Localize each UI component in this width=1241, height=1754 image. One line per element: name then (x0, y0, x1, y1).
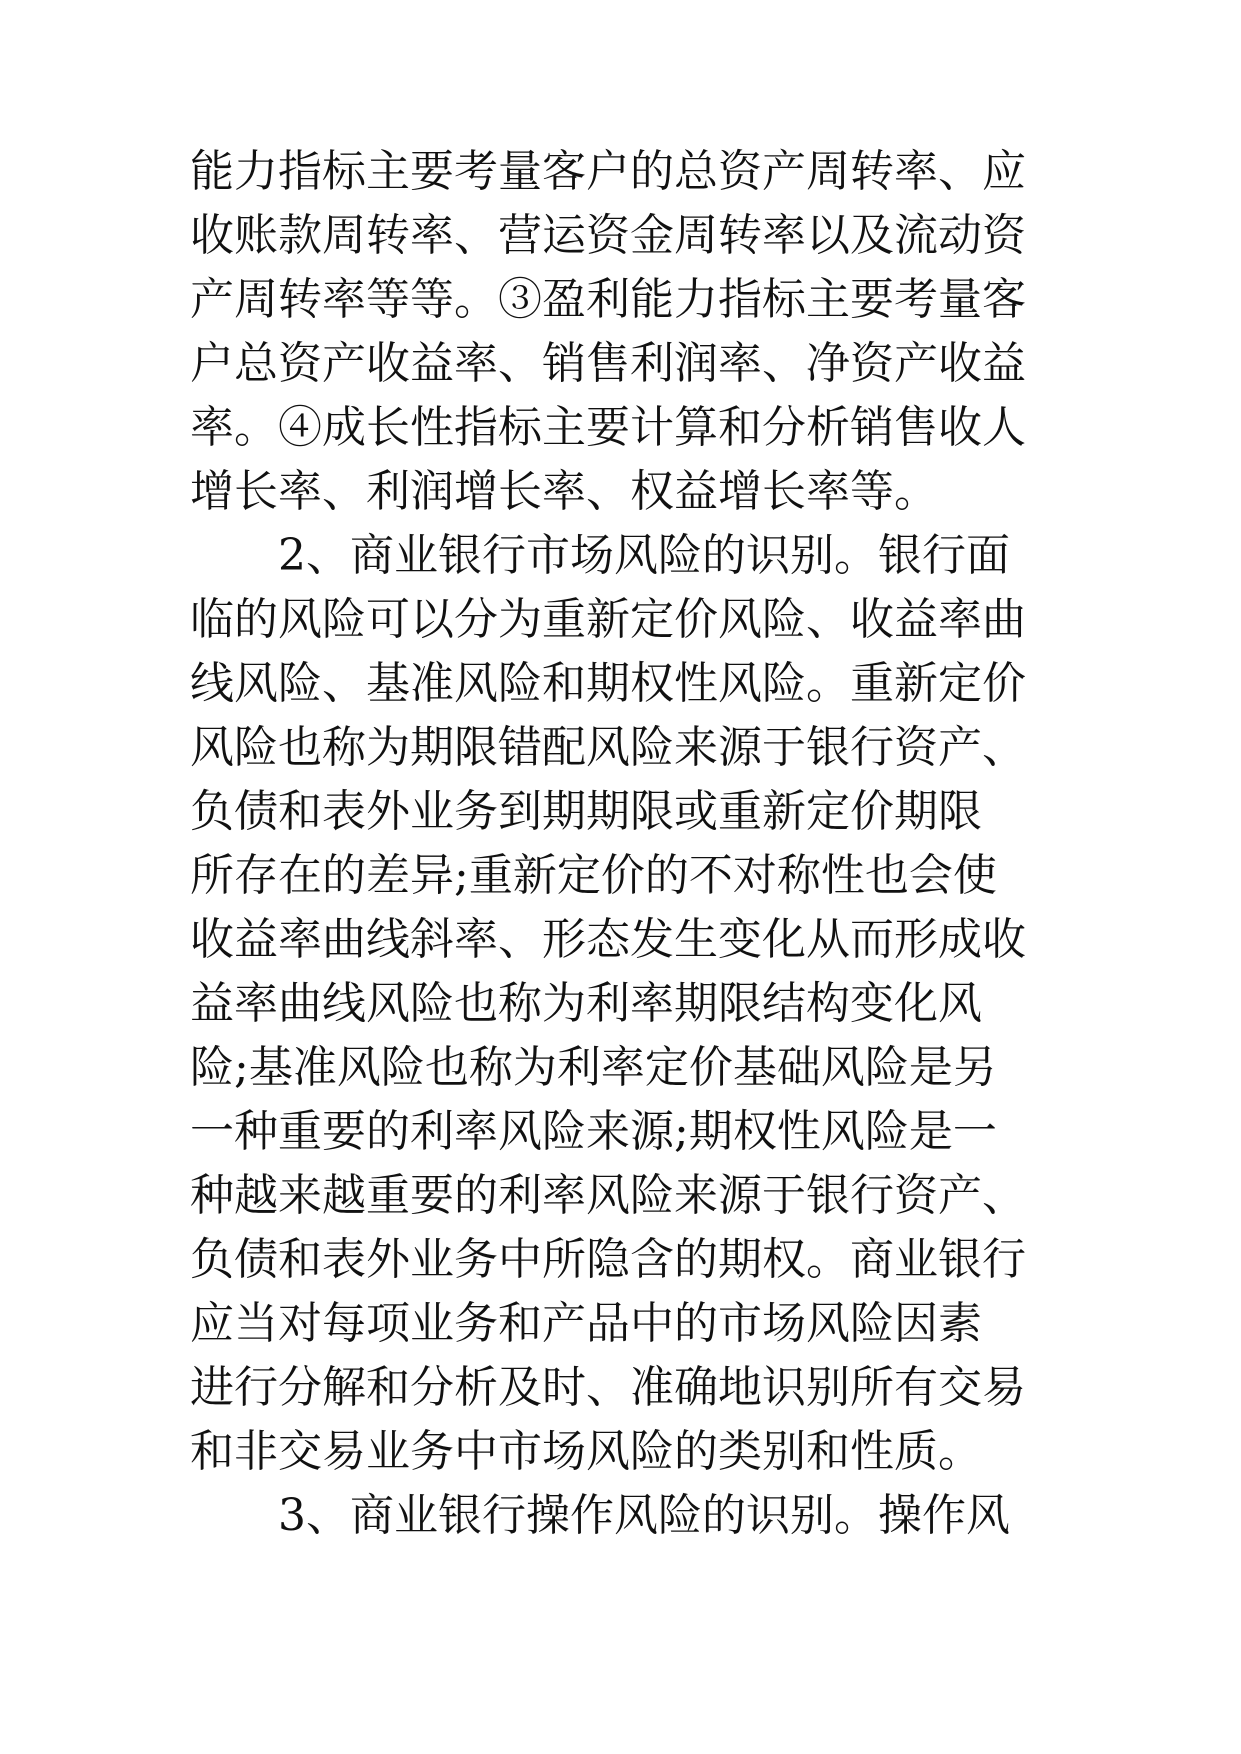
text-line: 产周转率等等。③盈利能力指标主要考量客 (190, 274, 1026, 325)
text-line: 线风险、基准风险和期权性风险。重新定价 (190, 658, 1026, 709)
text-line: 应当对每项业务和产品中的市场风险因素 (190, 1298, 982, 1349)
text-line: 率。④成长性指标主要计算和分析销售收人 (190, 402, 1026, 453)
text-line: 收益率曲线斜率、形态发生变化从而形成收 (190, 914, 1026, 965)
text-line: 险;基准风险也称为利率定价基础风险是另 (190, 1042, 997, 1093)
text-line: 负债和表外业务到期期限或重新定价期限 (190, 786, 982, 837)
text-line: 增长率、利润增长率、权益增长率等。 (190, 466, 938, 517)
text-line: 一种重要的利率风险来源;期权性风险是一 (190, 1106, 997, 1157)
text-line: 所存在的差异;重新定价的不对称性也会使 (190, 850, 997, 901)
text-line: 户总资产收益率、销售利润率、净资产收益 (190, 338, 1026, 389)
text-line: 临的风险可以分为重新定价风险、收益率曲 (190, 594, 1026, 645)
text-line: 种越来越重要的利率风险来源于银行资产、 (190, 1170, 1026, 1221)
text-line: 负债和表外业务中所隐含的期权。商业银行 (190, 1234, 1026, 1285)
text-line: 3、商业银行操作风险的识别。操作风 (190, 1490, 1010, 1541)
text-line: 进行分解和分析及时、准确地识别所有交易 (190, 1362, 1026, 1413)
text-line: 收账款周转率、营运资金周转率以及流动资 (190, 210, 1026, 261)
body-text (190, 140, 1090, 1548)
text-line: 益率曲线风险也称为利率期限结构变化风 (190, 978, 982, 1029)
text-line: 和非交易业务中市场风险的类别和性质。 (190, 1426, 982, 1477)
text-line: 2、商业银行市场风险的识别。银行面 (190, 530, 1010, 581)
text-line: 风险也称为期限错配风险来源于银行资产、 (190, 722, 1026, 773)
text-line: 能力指标主要考量客户的总资产周转率、应 (190, 146, 1026, 197)
